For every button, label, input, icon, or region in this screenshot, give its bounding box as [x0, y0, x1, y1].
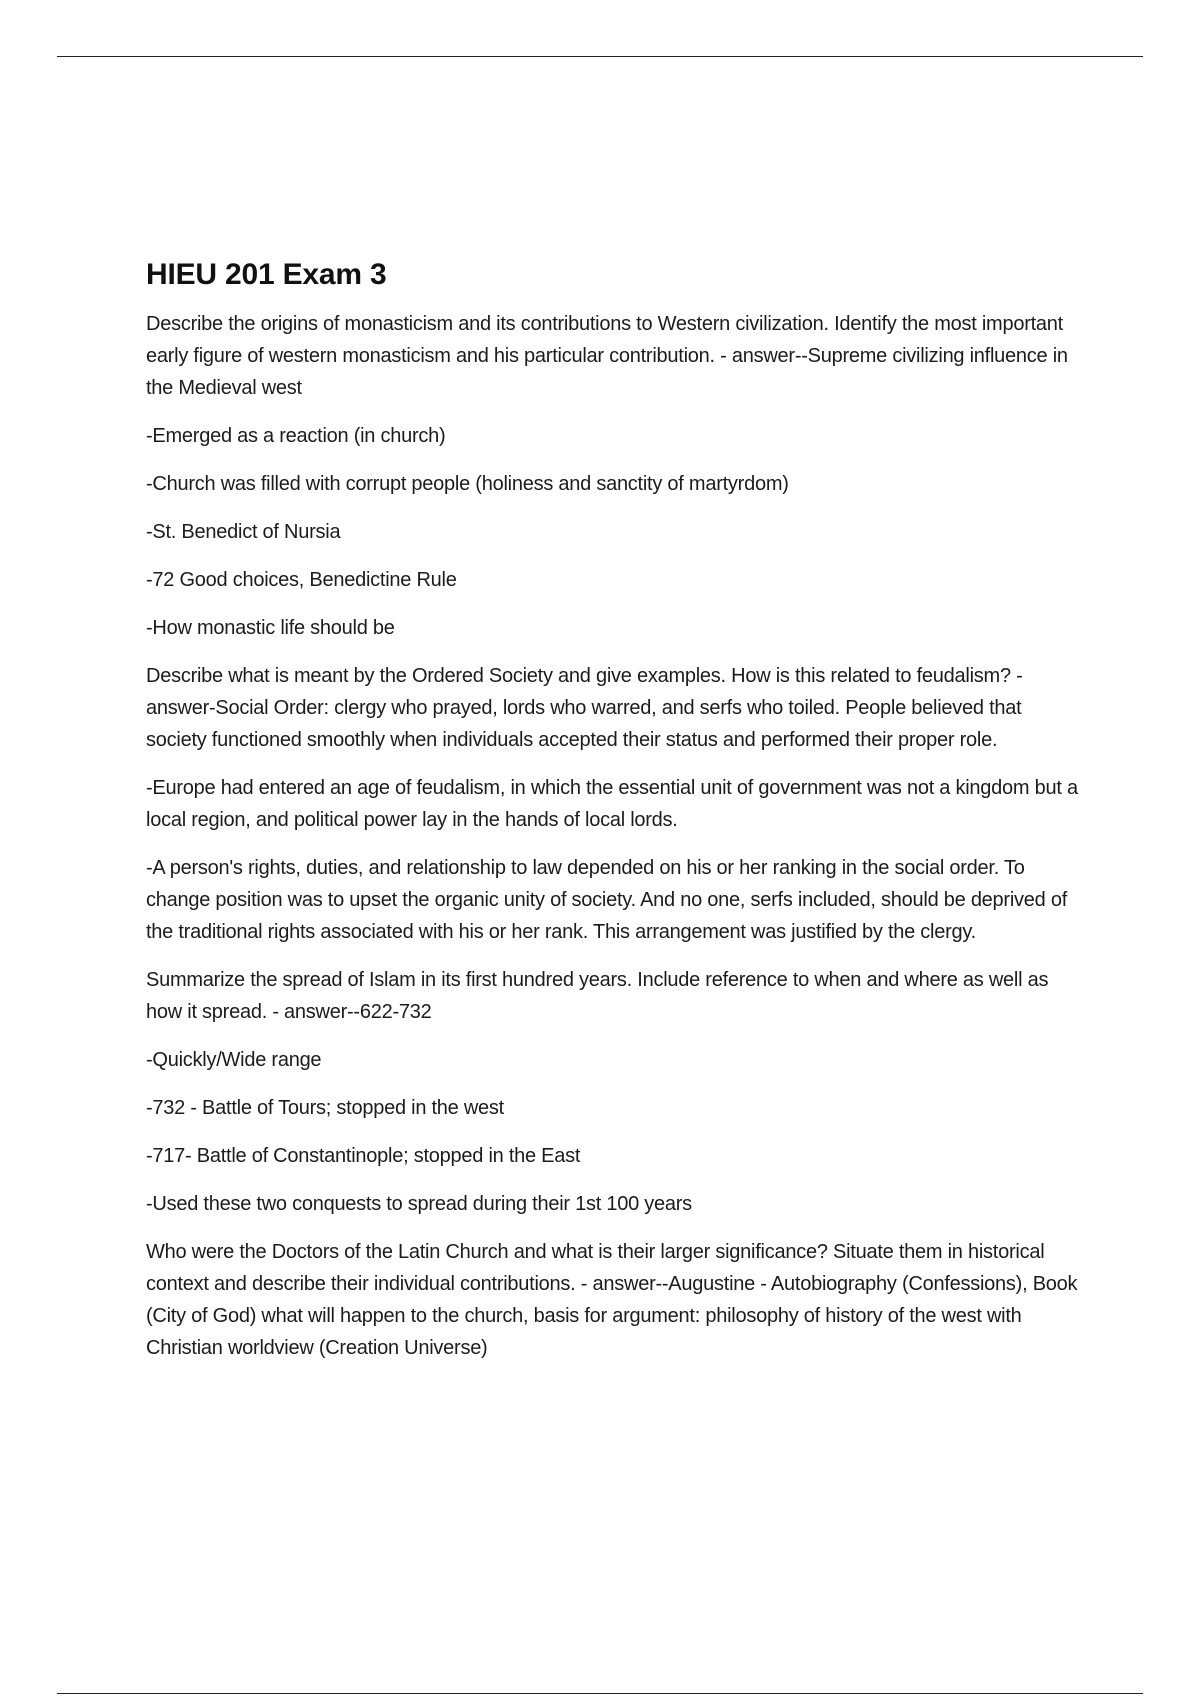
- document-body: [146, 258, 1086, 1380]
- paragraph: -717- Battle of Constantinople; stopped in the East: [146, 1145, 581, 1167]
- header-rule: [57, 56, 1143, 57]
- paragraph: -Church was filled with corrupt people (holiness and sanctity of martyrdom): [146, 473, 789, 495]
- paragraph: Describe what is meant by the Ordered Society and give examples. How is this related to feudalism? - answer-Social Order: clergy who prayed, lords who warred, and serfs who toiled. People believed that society functioned smoothly when individuals accepted their status and performed their proper role.: [146, 665, 1023, 751]
- paragraph: -Quickly/Wide range: [146, 1049, 322, 1071]
- paragraph: -Europe had entered an age of feudalism, in which the essential unit of government was not a kingdom but a local region, and political power lay in the hands of local lords.: [146, 777, 1078, 831]
- paragraph: -How monastic life should be: [146, 617, 395, 639]
- paragraph: -St. Benedict of Nursia: [146, 521, 341, 543]
- paragraph: -Used these two conquests to spread during their 1st 100 years: [146, 1193, 692, 1215]
- paragraph: Summarize the spread of Islam in its first hundred years. Include reference to when and where as well as how it spread. - answer--622-732: [146, 969, 1049, 1023]
- paragraph: -Emerged as a reaction (in church): [146, 425, 446, 447]
- paragraph: Who were the Doctors of the Latin Church and what is their larger significance? Situate them in historical context and describe their individual contributions. - answer--Augustine - Autobiography (Confessions), Book (City of God) what will happen to the church, basis for argument: philosophy of history of the west with Christian worldview (Creation Universe): [146, 1241, 1078, 1359]
- paragraph: -A person's rights, duties, and relationship to law depended on his or her ranking in the social order. To change position was to upset the organic unity of society. And no one, serfs included, should be deprived of the traditional rights associated with his or her rank. This arrangement was justified by the clergy.: [146, 857, 1068, 943]
- paragraph: -72 Good choices, Benedictine Rule: [146, 569, 457, 591]
- footer-rule: [57, 1693, 1143, 1694]
- document-title: HIEU 201 Exam 3: [146, 258, 387, 291]
- paragraph: Describe the origins of monasticism and its contributions to Western civilization. Identify the most important early figure of western monasticism and his particular contribution. - answer--Supreme civilizing influence in the Medieval west: [146, 313, 1068, 399]
- paragraph: -732 - Battle of Tours; stopped in the west: [146, 1097, 504, 1119]
